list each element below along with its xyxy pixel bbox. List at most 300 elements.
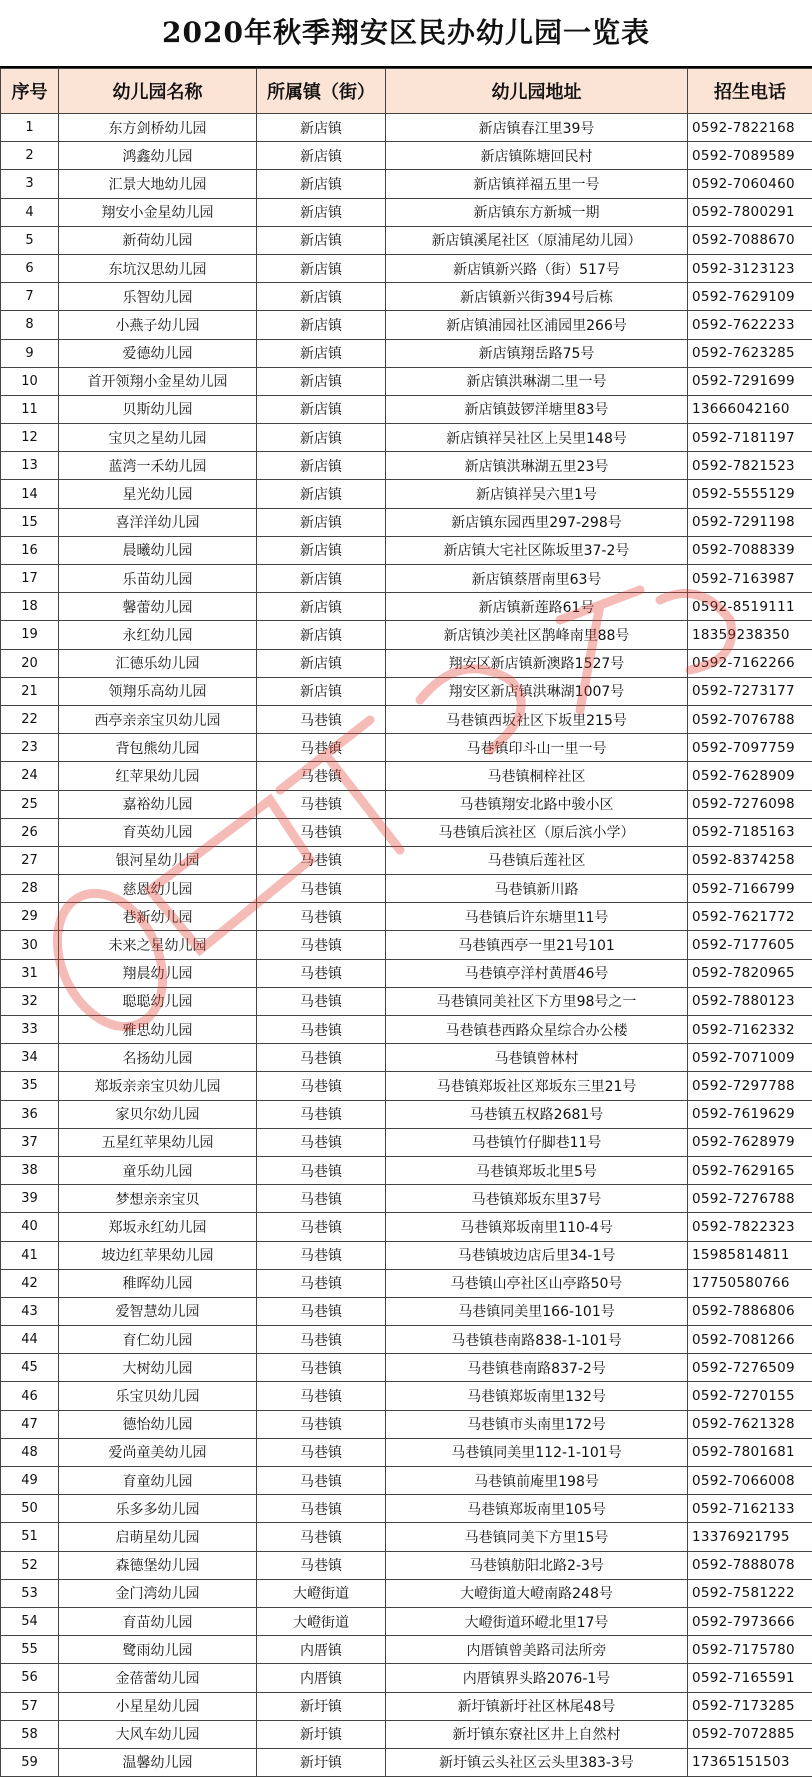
cell-index: 18	[1, 593, 59, 621]
cell-name: 宝贝之星幼儿园	[59, 424, 257, 452]
cell-town: 马巷镇	[257, 1354, 386, 1382]
table-row	[1, 593, 812, 621]
cell-town: 新店镇	[257, 254, 386, 282]
table-row	[1, 649, 812, 677]
table-row	[1, 1241, 812, 1269]
cell-town: 马巷镇	[257, 931, 386, 959]
cell-index: 41	[1, 1241, 59, 1269]
cell-index: 54	[1, 1607, 59, 1635]
cell-town: 马巷镇	[257, 1523, 386, 1551]
cell-index: 49	[1, 1467, 59, 1495]
cell-index: 22	[1, 705, 59, 733]
cell-town: 马巷镇	[257, 1016, 386, 1044]
kindergarten-table	[0, 68, 812, 1777]
cell-phone: 0592-7276098	[688, 790, 812, 818]
table-row	[1, 339, 812, 367]
cell-town: 新圩镇	[257, 1748, 386, 1776]
cell-index: 45	[1, 1354, 59, 1382]
cell-name: 鹭雨幼儿园	[59, 1636, 257, 1664]
cell-index: 44	[1, 1326, 59, 1354]
cell-name: 西亭亲亲宝贝幼儿园	[59, 705, 257, 733]
cell-name: 育苗幼儿园	[59, 1607, 257, 1635]
table-row	[1, 170, 812, 198]
cell-address: 马巷镇郑坂南里105号	[386, 1495, 688, 1523]
cell-name: 小燕子幼儿园	[59, 311, 257, 339]
cell-town: 新店镇	[257, 593, 386, 621]
table-row	[1, 1495, 812, 1523]
table-row	[1, 1523, 812, 1551]
cell-phone: 15985814811	[688, 1241, 812, 1269]
cell-town: 新店镇	[257, 621, 386, 649]
cell-index: 9	[1, 339, 59, 367]
cell-phone: 0592-7166799	[688, 875, 812, 903]
cell-name: 翔安小金星幼儿园	[59, 198, 257, 226]
cell-phone: 0592-7165591	[688, 1664, 812, 1692]
cell-address: 大嶝街道大嶝南路248号	[386, 1579, 688, 1607]
cell-name: 育英幼儿园	[59, 818, 257, 846]
table-row	[1, 1579, 812, 1607]
cell-name: 爱德幼儿园	[59, 339, 257, 367]
table-row	[1, 875, 812, 903]
cell-town: 新店镇	[257, 424, 386, 452]
cell-town: 马巷镇	[257, 1072, 386, 1100]
cell-name: 德怡幼儿园	[59, 1410, 257, 1438]
table-row	[1, 790, 812, 818]
cell-name: 红苹果幼儿园	[59, 762, 257, 790]
cell-phone: 0592-7622233	[688, 311, 812, 339]
cell-name: 雅思幼儿园	[59, 1016, 257, 1044]
table-row	[1, 1467, 812, 1495]
cell-index: 46	[1, 1382, 59, 1410]
cell-phone: 0592-7162133	[688, 1495, 812, 1523]
sheet-title: 2020年秋季翔安区民办幼儿园一览表	[0, 0, 812, 68]
cell-name: 东方剑桥幼儿园	[59, 114, 257, 142]
cell-address: 新圩镇新圩社区林尾48号	[386, 1692, 688, 1720]
cell-town: 马巷镇	[257, 1128, 386, 1156]
cell-index: 24	[1, 762, 59, 790]
cell-address: 马巷镇后许东塘里11号	[386, 903, 688, 931]
cell-index: 25	[1, 790, 59, 818]
cell-index: 30	[1, 931, 59, 959]
cell-name: 爱尚童美幼儿园	[59, 1438, 257, 1466]
cell-phone: 0592-7888078	[688, 1551, 812, 1579]
cell-town: 马巷镇	[257, 1551, 386, 1579]
cell-phone: 17365151503	[688, 1748, 812, 1776]
table-row	[1, 1044, 812, 1072]
cell-town: 大嶝街道	[257, 1579, 386, 1607]
cell-town: 马巷镇	[257, 1269, 386, 1297]
cell-name: 金蓓蕾幼儿园	[59, 1664, 257, 1692]
cell-town: 马巷镇	[257, 1241, 386, 1269]
table-row	[1, 226, 812, 254]
cell-address: 马巷镇新川路	[386, 875, 688, 903]
cell-index: 34	[1, 1044, 59, 1072]
cell-address: 马巷镇山亭社区山亭路50号	[386, 1269, 688, 1297]
cell-town: 新店镇	[257, 311, 386, 339]
cell-index: 31	[1, 959, 59, 987]
cell-town: 内厝镇	[257, 1636, 386, 1664]
cell-phone: 0592-7628979	[688, 1128, 812, 1156]
cell-town: 新圩镇	[257, 1720, 386, 1748]
cell-phone: 0592-7177605	[688, 931, 812, 959]
cell-address: 马巷镇舫阳北路2-3号	[386, 1551, 688, 1579]
cell-address: 马巷镇西坂社区下坂里215号	[386, 705, 688, 733]
cell-address: 马巷镇竹仔脚巷11号	[386, 1128, 688, 1156]
cell-town: 马巷镇	[257, 903, 386, 931]
cell-address: 马巷镇桐梓社区	[386, 762, 688, 790]
cell-index: 13	[1, 452, 59, 480]
cell-address: 马巷镇西亭一里21号101	[386, 931, 688, 959]
cell-address: 马巷镇郑坂北里5号	[386, 1156, 688, 1184]
cell-name: 银河星幼儿园	[59, 846, 257, 874]
cell-name: 未来之星幼儿园	[59, 931, 257, 959]
table-row	[1, 1607, 812, 1635]
cell-phone: 0592-7097759	[688, 734, 812, 762]
cell-name: 领翔乐高幼儿园	[59, 677, 257, 705]
table-row	[1, 311, 812, 339]
table-row	[1, 1636, 812, 1664]
cell-address: 马巷镇郑坂南里132号	[386, 1382, 688, 1410]
cell-phone: 0592-7081266	[688, 1326, 812, 1354]
table-row	[1, 114, 812, 142]
cell-index: 8	[1, 311, 59, 339]
cell-name: 温馨幼儿园	[59, 1748, 257, 1776]
cell-town: 马巷镇	[257, 1495, 386, 1523]
cell-address: 翔安区新店镇新澳路1527号	[386, 649, 688, 677]
table-row	[1, 1213, 812, 1241]
cell-phone: 0592-7291198	[688, 508, 812, 536]
cell-index: 40	[1, 1213, 59, 1241]
table-row	[1, 987, 812, 1015]
header-phone: 招生电话	[688, 69, 812, 114]
cell-index: 15	[1, 508, 59, 536]
cell-address: 马巷镇巷南路838-1-101号	[386, 1326, 688, 1354]
cell-phone: 0592-7621328	[688, 1410, 812, 1438]
cell-address: 马巷镇郑坂东里37号	[386, 1185, 688, 1213]
cell-name: 乐宝贝幼儿园	[59, 1382, 257, 1410]
cell-name: 梦想亲亲宝贝	[59, 1185, 257, 1213]
header-address: 幼儿园地址	[386, 69, 688, 114]
cell-index: 47	[1, 1410, 59, 1438]
cell-index: 52	[1, 1551, 59, 1579]
cell-address: 新店镇大宅社区陈坂里37-2号	[386, 536, 688, 564]
cell-address: 新店镇春江里39号	[386, 114, 688, 142]
table-row	[1, 1297, 812, 1325]
table-row	[1, 818, 812, 846]
cell-town: 马巷镇	[257, 1467, 386, 1495]
cell-address: 新店镇东方新城一期	[386, 198, 688, 226]
table-row	[1, 1269, 812, 1297]
cell-town: 新店镇	[257, 480, 386, 508]
cell-address: 马巷镇坡边店后里34-1号	[386, 1241, 688, 1269]
cell-address: 马巷镇后滨社区（原后滨小学）	[386, 818, 688, 846]
cell-address: 新店镇洪琳湖二里一号	[386, 367, 688, 395]
cell-address: 新店镇沙美社区鹊峰南里88号	[386, 621, 688, 649]
cell-address: 新店镇洪琳湖五里23号	[386, 452, 688, 480]
cell-name: 乐苗幼儿园	[59, 565, 257, 593]
cell-index: 43	[1, 1297, 59, 1325]
cell-address: 马巷镇同美里166-101号	[386, 1297, 688, 1325]
header-name: 幼儿园名称	[59, 69, 257, 114]
cell-name: 新荷幼儿园	[59, 226, 257, 254]
cell-address: 新店镇祥吴六里1号	[386, 480, 688, 508]
table-row	[1, 424, 812, 452]
cell-address: 新店镇溪尾社区（原浦尾幼儿园）	[386, 226, 688, 254]
cell-name: 永红幼儿园	[59, 621, 257, 649]
cell-address: 马巷镇同美里112-1-101号	[386, 1438, 688, 1466]
cell-name: 郑坂永红幼儿园	[59, 1213, 257, 1241]
cell-town: 新店镇	[257, 170, 386, 198]
cell-name: 嘉裕幼儿园	[59, 790, 257, 818]
cell-town: 大嶝街道	[257, 1607, 386, 1635]
table-row	[1, 1016, 812, 1044]
cell-phone: 0592-7270155	[688, 1382, 812, 1410]
cell-town: 马巷镇	[257, 1185, 386, 1213]
cell-address: 新店镇陈塘回民村	[386, 142, 688, 170]
cell-name: 五星红苹果幼儿园	[59, 1128, 257, 1156]
cell-town: 马巷镇	[257, 1156, 386, 1184]
cell-town: 新店镇	[257, 339, 386, 367]
cell-address: 内厝镇曾美路司法所旁	[386, 1636, 688, 1664]
cell-index: 50	[1, 1495, 59, 1523]
cell-address: 马巷镇亭洋村黄厝46号	[386, 959, 688, 987]
cell-town: 新店镇	[257, 508, 386, 536]
cell-phone: 0592-7821523	[688, 452, 812, 480]
header-town: 所属镇（街）	[257, 69, 386, 114]
cell-address: 马巷镇市头南里172号	[386, 1410, 688, 1438]
table-row	[1, 1326, 812, 1354]
cell-name: 翔晨幼儿园	[59, 959, 257, 987]
cell-address: 马巷镇巷南路837-2号	[386, 1354, 688, 1382]
cell-address: 新店镇鼓锣洋塘里83号	[386, 395, 688, 423]
table-row	[1, 1720, 812, 1748]
cell-name: 大风车幼儿园	[59, 1720, 257, 1748]
cell-name: 汇景大地幼儿园	[59, 170, 257, 198]
cell-phone: 0592-8519111	[688, 593, 812, 621]
cell-index: 26	[1, 818, 59, 846]
cell-town: 新店镇	[257, 395, 386, 423]
cell-phone: 0592-7060460	[688, 170, 812, 198]
cell-town: 马巷镇	[257, 1297, 386, 1325]
cell-phone: 0592-7276788	[688, 1185, 812, 1213]
cell-town: 马巷镇	[257, 790, 386, 818]
cell-town: 新店镇	[257, 677, 386, 705]
cell-name: 背包熊幼儿园	[59, 734, 257, 762]
cell-phone: 0592-7071009	[688, 1044, 812, 1072]
table-row	[1, 1382, 812, 1410]
cell-index: 5	[1, 226, 59, 254]
cell-name: 慈恩幼儿园	[59, 875, 257, 903]
cell-phone: 0592-7163987	[688, 565, 812, 593]
cell-town: 马巷镇	[257, 705, 386, 733]
cell-index: 7	[1, 283, 59, 311]
cell-name: 童乐幼儿园	[59, 1156, 257, 1184]
cell-index: 10	[1, 367, 59, 395]
cell-town: 马巷镇	[257, 1100, 386, 1128]
cell-phone: 0592-7276509	[688, 1354, 812, 1382]
cell-phone: 0592-7273177	[688, 677, 812, 705]
cell-index: 53	[1, 1579, 59, 1607]
table-row	[1, 1185, 812, 1213]
cell-phone: 0592-7800291	[688, 198, 812, 226]
cell-name: 首开领翔小金星幼儿园	[59, 367, 257, 395]
cell-index: 59	[1, 1748, 59, 1776]
cell-address: 马巷镇同美下方里15号	[386, 1523, 688, 1551]
cell-name: 小星星幼儿园	[59, 1692, 257, 1720]
cell-town: 新店镇	[257, 142, 386, 170]
cell-name: 贝斯幼儿园	[59, 395, 257, 423]
cell-town: 马巷镇	[257, 1044, 386, 1072]
cell-index: 17	[1, 565, 59, 593]
cell-phone: 0592-7175780	[688, 1636, 812, 1664]
cell-phone: 0592-7629165	[688, 1156, 812, 1184]
table-row	[1, 1128, 812, 1156]
cell-name: 名扬幼儿园	[59, 1044, 257, 1072]
cell-town: 马巷镇	[257, 818, 386, 846]
cell-index: 16	[1, 536, 59, 564]
table-row	[1, 1692, 812, 1720]
cell-name: 家贝尔幼儿园	[59, 1100, 257, 1128]
cell-town: 马巷镇	[257, 959, 386, 987]
cell-phone: 18359238350	[688, 621, 812, 649]
cell-index: 57	[1, 1692, 59, 1720]
cell-index: 2	[1, 142, 59, 170]
cell-phone: 0592-7066008	[688, 1467, 812, 1495]
cell-index: 32	[1, 987, 59, 1015]
cell-index: 58	[1, 1720, 59, 1748]
table-row	[1, 1072, 812, 1100]
cell-name: 晨曦幼儿园	[59, 536, 257, 564]
table-row	[1, 931, 812, 959]
cell-town: 新店镇	[257, 283, 386, 311]
cell-index: 42	[1, 1269, 59, 1297]
cell-phone: 0592-8374258	[688, 846, 812, 874]
table-row	[1, 1664, 812, 1692]
cell-name: 喜洋洋幼儿园	[59, 508, 257, 536]
table-row	[1, 565, 812, 593]
cell-town: 新店镇	[257, 367, 386, 395]
cell-index: 20	[1, 649, 59, 677]
cell-index: 28	[1, 875, 59, 903]
cell-phone: 0592-7623285	[688, 339, 812, 367]
cell-phone: 0592-7185163	[688, 818, 812, 846]
cell-address: 马巷镇同美社区下方里98号之一	[386, 987, 688, 1015]
cell-town: 新店镇	[257, 565, 386, 593]
table-row	[1, 846, 812, 874]
table-row	[1, 198, 812, 226]
table-row	[1, 1748, 812, 1776]
cell-address: 马巷镇前庵里198号	[386, 1467, 688, 1495]
table-row	[1, 1156, 812, 1184]
cell-phone: 0592-7973666	[688, 1607, 812, 1635]
cell-index: 6	[1, 254, 59, 282]
cell-phone: 17750580766	[688, 1269, 812, 1297]
cell-phone: 0592-7173285	[688, 1692, 812, 1720]
cell-town: 马巷镇	[257, 762, 386, 790]
cell-name: 巷新幼儿园	[59, 903, 257, 931]
cell-index: 35	[1, 1072, 59, 1100]
cell-town: 新圩镇	[257, 1692, 386, 1720]
cell-phone: 0592-7880123	[688, 987, 812, 1015]
cell-address: 新店镇蔡厝南里63号	[386, 565, 688, 593]
cell-name: 大树幼儿园	[59, 1354, 257, 1382]
cell-town: 马巷镇	[257, 1326, 386, 1354]
cell-phone: 0592-7181197	[688, 424, 812, 452]
cell-name: 乐智幼儿园	[59, 283, 257, 311]
cell-name: 鸿鑫幼儿园	[59, 142, 257, 170]
cell-index: 33	[1, 1016, 59, 1044]
cell-town: 新店镇	[257, 198, 386, 226]
cell-town: 马巷镇	[257, 846, 386, 874]
cell-town: 马巷镇	[257, 1410, 386, 1438]
table-row	[1, 367, 812, 395]
cell-name: 金门湾幼儿园	[59, 1579, 257, 1607]
cell-index: 37	[1, 1128, 59, 1156]
cell-phone: 0592-7581222	[688, 1579, 812, 1607]
cell-phone: 0592-7621772	[688, 903, 812, 931]
cell-index: 36	[1, 1100, 59, 1128]
cell-index: 12	[1, 424, 59, 452]
cell-address: 内厝镇界头路2076-1号	[386, 1664, 688, 1692]
table-row	[1, 1551, 812, 1579]
cell-name: 启萌星幼儿园	[59, 1523, 257, 1551]
cell-town: 新店镇	[257, 226, 386, 254]
cell-address: 新店镇新兴街394号后栋	[386, 283, 688, 311]
cell-address: 马巷镇翔安北路中骏小区	[386, 790, 688, 818]
cell-index: 29	[1, 903, 59, 931]
table-row	[1, 452, 812, 480]
cell-address: 新店镇东园西里297-298号	[386, 508, 688, 536]
cell-town: 新店镇	[257, 536, 386, 564]
cell-phone: 0592-7088339	[688, 536, 812, 564]
cell-phone: 0592-7076788	[688, 705, 812, 733]
cell-phone: 0592-7162266	[688, 649, 812, 677]
cell-phone: 0592-7820965	[688, 959, 812, 987]
cell-name: 爱智慧幼儿园	[59, 1297, 257, 1325]
cell-name: 育童幼儿园	[59, 1467, 257, 1495]
table-row	[1, 395, 812, 423]
cell-index: 48	[1, 1438, 59, 1466]
table-row	[1, 508, 812, 536]
table-row	[1, 1438, 812, 1466]
cell-name: 蓝湾一禾幼儿园	[59, 452, 257, 480]
cell-phone: 0592-3123123	[688, 254, 812, 282]
cell-address: 马巷镇曾林村	[386, 1044, 688, 1072]
cell-address: 马巷镇郑坂社区郑坂东三里21号	[386, 1072, 688, 1100]
cell-town: 新店镇	[257, 114, 386, 142]
cell-index: 27	[1, 846, 59, 874]
cell-name: 森德堡幼儿园	[59, 1551, 257, 1579]
table-row	[1, 677, 812, 705]
cell-address: 新圩镇云头社区云头里383-3号	[386, 1748, 688, 1776]
cell-name: 育仁幼儿园	[59, 1326, 257, 1354]
cell-name: 汇德乐幼儿园	[59, 649, 257, 677]
cell-address: 新圩镇东寮社区井上自然村	[386, 1720, 688, 1748]
table-row	[1, 480, 812, 508]
table-row	[1, 254, 812, 282]
cell-address: 马巷镇郑坂南里110-4号	[386, 1213, 688, 1241]
cell-phone: 0592-7801681	[688, 1438, 812, 1466]
cell-address: 马巷镇后莲社区	[386, 846, 688, 874]
cell-phone: 0592-5555129	[688, 480, 812, 508]
cell-address: 新店镇翔岳路75号	[386, 339, 688, 367]
cell-town: 马巷镇	[257, 987, 386, 1015]
table-row	[1, 959, 812, 987]
table-body	[1, 114, 812, 1777]
table-row	[1, 1410, 812, 1438]
cell-address: 马巷镇巷西路众星综合办公楼	[386, 1016, 688, 1044]
table-row	[1, 283, 812, 311]
